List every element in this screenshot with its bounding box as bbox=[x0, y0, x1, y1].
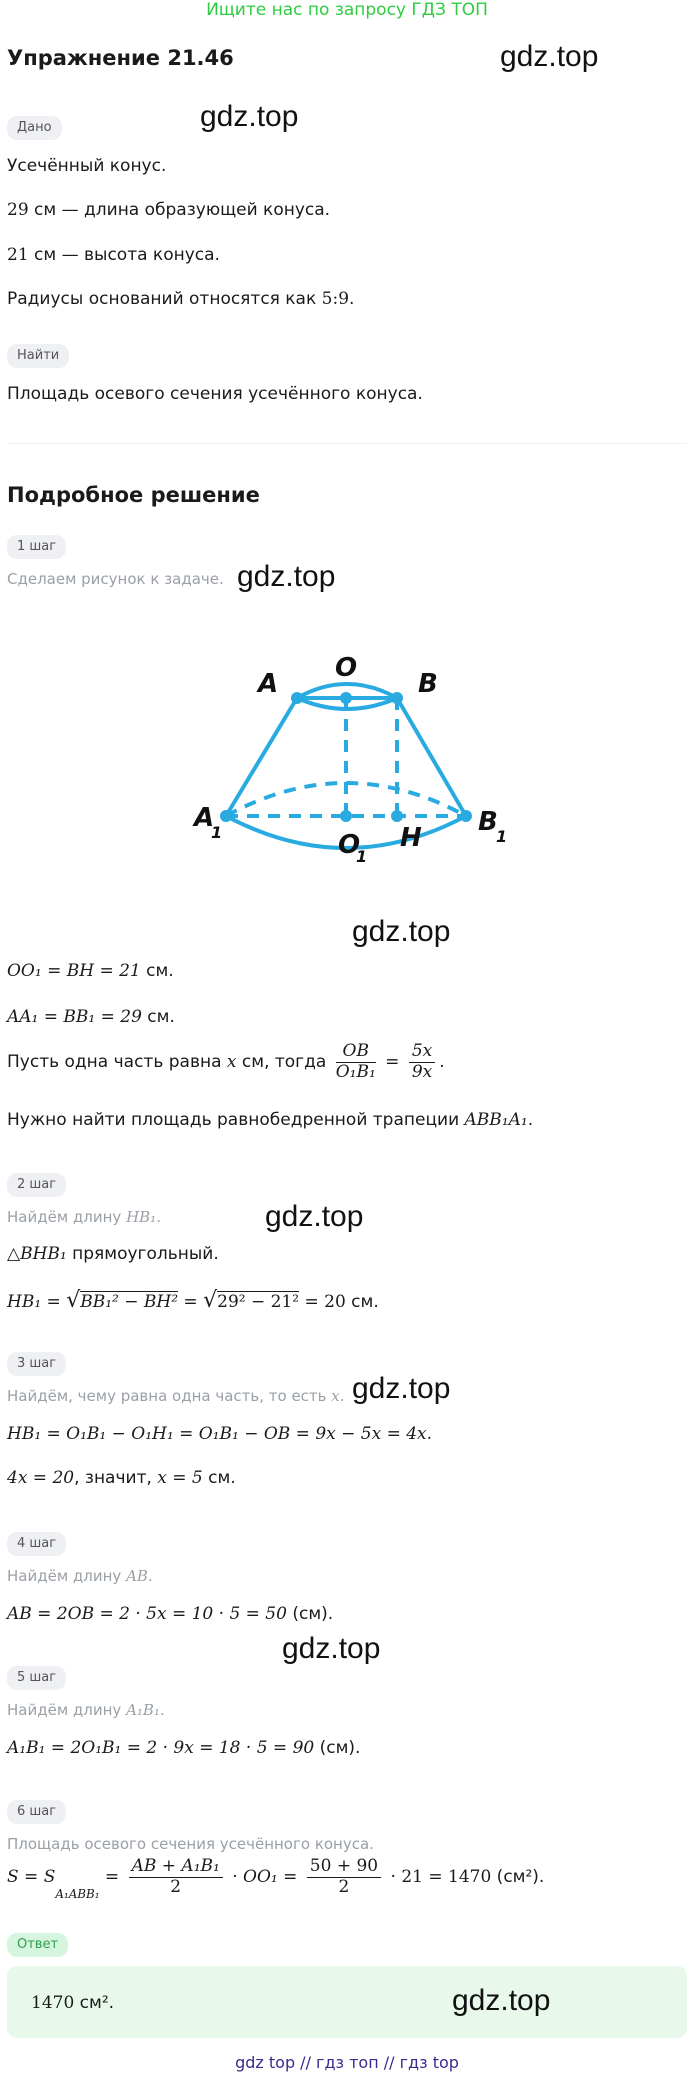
point-b bbox=[391, 692, 403, 704]
step-4-hint-end: . bbox=[147, 1567, 153, 1585]
given-height-text: см — высота конуса. bbox=[28, 245, 220, 265]
label-a1-sub: 1 bbox=[211, 823, 223, 842]
need-text: Нужно найти площадь равнобедренной трапеции bbox=[7, 1110, 465, 1130]
label-h: H bbox=[400, 823, 422, 853]
ratio-fraction-2 bbox=[409, 1042, 435, 1082]
answer-badge: Ответ bbox=[7, 1933, 68, 1957]
step-2-radicand-1: BB₁² − BH² bbox=[80, 1292, 179, 1312]
given-ratio-end: . bbox=[349, 289, 355, 309]
answer-number: 1470 bbox=[31, 1993, 75, 2013]
given-length-text: см — длина образующей конуса. bbox=[28, 200, 331, 220]
watermark: gdz.top bbox=[352, 1372, 451, 1405]
f1-den: 2 bbox=[170, 1876, 182, 1897]
point-a bbox=[291, 692, 303, 704]
frac2-num: 5x bbox=[409, 1042, 435, 1063]
find-badge: Найти bbox=[7, 344, 69, 368]
step-2-eq: HB₁ = √BB₁² − BH² = √29² − 21² = 20 см. bbox=[7, 1288, 379, 1313]
given-badge: Дано bbox=[7, 116, 62, 140]
frac1-num: OB bbox=[336, 1042, 376, 1063]
given-length: 29 bbox=[7, 200, 29, 220]
label-o: O bbox=[335, 653, 358, 683]
step-3-eq2-a: 4x = 20 bbox=[7, 1468, 75, 1488]
label-a1: A bbox=[194, 803, 215, 833]
step-1-eq-1 bbox=[7, 961, 174, 981]
watermark: gdz.top bbox=[282, 1632, 381, 1665]
find-text: Площадь осевого сечения усечённого конуса. bbox=[7, 384, 423, 404]
label-a: A bbox=[258, 669, 279, 699]
step-3-eq: HB₁ = O₁B₁ − O₁H₁ = O₁B₁ − OB = 9x − 5x = 4x. bbox=[7, 1424, 433, 1444]
step-1-eq-2 bbox=[7, 1007, 175, 1027]
given-line-2 bbox=[7, 200, 330, 220]
step-2-hint-text: Найдём длину bbox=[7, 1208, 127, 1226]
label-b: B bbox=[418, 669, 438, 699]
point-b1 bbox=[460, 810, 472, 822]
step-5-hint-end: . bbox=[159, 1701, 165, 1719]
given-height: 21 bbox=[7, 245, 29, 265]
footer-links[interactable]: gdz top // гдз топ // гдз top bbox=[235, 2053, 459, 2072]
eq-aa1-unit: см. bbox=[141, 1007, 175, 1027]
area-fraction-2 bbox=[307, 1857, 381, 1897]
given-ratio-text: Радиусы оснований относятся как bbox=[7, 289, 322, 309]
step-3-eq2-d: см. bbox=[202, 1468, 236, 1488]
frustum-figure bbox=[180, 640, 520, 880]
label-o1: O bbox=[338, 830, 361, 860]
need-trapezoid: ABB₁A₁ bbox=[464, 1110, 528, 1130]
step-2-hint bbox=[7, 1208, 161, 1226]
watermark: gdz.top bbox=[200, 100, 299, 133]
answer-unit: см². bbox=[74, 1993, 115, 2013]
step-2-hint-var: HB₁ bbox=[126, 1208, 157, 1226]
page-title: Упражнение 21.46 bbox=[7, 46, 234, 70]
step-4-hint bbox=[7, 1567, 153, 1585]
point-o1 bbox=[340, 810, 352, 822]
step-3-hint-var: x bbox=[331, 1387, 340, 1405]
step-1-need-line bbox=[7, 1110, 533, 1130]
given-line-1: Усечённый конус. bbox=[7, 156, 167, 176]
step-5-hint-text: Найдём длину bbox=[7, 1701, 127, 1719]
label-b1: B bbox=[478, 807, 498, 837]
step-5-hint bbox=[7, 1701, 165, 1719]
point-o bbox=[340, 692, 352, 704]
eq-oo1: OO₁ = BH = 21 bbox=[7, 961, 141, 981]
step-5-eq-unit: (см). bbox=[314, 1738, 361, 1758]
step-4-hint-text: Найдём длину bbox=[7, 1567, 127, 1585]
promo-banner[interactable]: Ищите нас по запросу ГДЗ ТОП bbox=[206, 0, 488, 20]
step-6-lhs-sub: A₁ABB₁ bbox=[55, 1887, 100, 1902]
step-6-unit: (см²). bbox=[491, 1867, 545, 1888]
step-4-eq bbox=[7, 1604, 333, 1624]
step-1-badge: 1 шаг bbox=[7, 535, 66, 559]
f2-den: 2 bbox=[338, 1876, 350, 1897]
step-2-eq-lhs: HB₁ = bbox=[7, 1292, 67, 1312]
step-3-eq-2 bbox=[7, 1468, 236, 1488]
watermark: gdz.top bbox=[265, 1200, 364, 1233]
step-5-eq-expr: A₁B₁ = 2O₁B₁ = 2 · 9x = 18 · 5 = 90 bbox=[7, 1738, 315, 1758]
solution-heading: Подробное решение bbox=[7, 483, 260, 507]
step-6-badge: 6 шаг bbox=[7, 1800, 66, 1824]
step-1-part-line: Пусть одна часть равна x см, тогда $\frac{OB}{\text{O₁B₁}}$ = $\frac{5x}{9x}$ . bbox=[7, 1041, 445, 1082]
step-5-badge: 5 шаг bbox=[7, 1666, 66, 1690]
watermark: gdz.top bbox=[237, 560, 336, 593]
step-6-eq-sign: = bbox=[99, 1867, 125, 1888]
given-line-3 bbox=[7, 245, 220, 265]
step-2-eq-unit: см. bbox=[345, 1292, 379, 1312]
given-line-4 bbox=[7, 289, 354, 309]
step-3-hint-text: Найдём, чему равна одна часть, то есть bbox=[7, 1387, 332, 1405]
step-3-eq2-b: , значит, bbox=[74, 1468, 158, 1488]
ratio-fraction-1 bbox=[336, 1042, 376, 1082]
label-o1-sub: 1 bbox=[356, 847, 368, 866]
step-1-hint: Сделаем рисунок к задаче. bbox=[7, 570, 224, 588]
step-3-eq2-c: x = 5 bbox=[157, 1468, 203, 1488]
step-3-hint-end: . bbox=[339, 1387, 345, 1405]
step-6-hint: Площадь осевого сечения усечённого конуса. bbox=[7, 1835, 374, 1853]
step-6-tail: · 21 = 1470 bbox=[385, 1867, 492, 1888]
answer-value bbox=[31, 1993, 114, 2013]
step-4-hint-var: AB bbox=[126, 1567, 148, 1585]
f1-num: AB + A₁B₁ bbox=[129, 1857, 223, 1878]
watermark: gdz.top bbox=[452, 1984, 551, 2017]
step-3-badge: 3 шаг bbox=[7, 1352, 66, 1376]
step-2-radicand-2: 29² − 21² bbox=[217, 1292, 300, 1312]
given-ratio: 5:9 bbox=[321, 289, 350, 309]
step-2-hint-end: . bbox=[156, 1208, 161, 1226]
point-h bbox=[391, 810, 403, 822]
part-text-a: Пусть одна часть равна bbox=[7, 1052, 227, 1073]
step-3-hint bbox=[7, 1387, 345, 1405]
label-b1-sub: 1 bbox=[496, 827, 508, 846]
divider bbox=[7, 443, 687, 444]
eq-aa1: AA₁ = BB₁ = 29 bbox=[7, 1007, 142, 1027]
step-6-lhs: S = S bbox=[7, 1867, 56, 1888]
part-x: x bbox=[226, 1052, 237, 1073]
triangle-name: △BHB₁ bbox=[7, 1244, 67, 1264]
step-4-eq-unit: (см). bbox=[286, 1604, 334, 1624]
step-2-triangle bbox=[7, 1244, 219, 1264]
step-2-badge: 2 шаг bbox=[7, 1173, 66, 1197]
eq-oo1-unit: см. bbox=[140, 961, 174, 981]
f2-num: 50 + 90 bbox=[307, 1857, 381, 1878]
point-a1 bbox=[220, 810, 232, 822]
watermark: gdz.top bbox=[352, 915, 451, 948]
step-4-badge: 4 шаг bbox=[7, 1532, 66, 1556]
step-2-eq-result: = 20 bbox=[299, 1292, 346, 1312]
watermark: gdz.top bbox=[500, 40, 599, 73]
area-fraction-1 bbox=[129, 1857, 223, 1897]
step-5-hint-var: A₁B₁ bbox=[126, 1701, 160, 1719]
frac2-den: 9x bbox=[411, 1061, 433, 1082]
step-6-eq bbox=[7, 1857, 544, 1901]
step-2-eq-mid: = bbox=[178, 1292, 204, 1312]
frac1-den: O₁B₁ bbox=[335, 1061, 376, 1082]
triangle-text: прямоугольный. bbox=[66, 1244, 219, 1264]
part-text-b: см, тогда bbox=[236, 1052, 332, 1073]
step-4-eq-expr: AB = 2OB = 2 · 5x = 10 · 5 = 50 bbox=[7, 1604, 287, 1624]
step-6-mid: · OO₁ = bbox=[226, 1867, 303, 1888]
step-5-eq bbox=[7, 1738, 360, 1758]
need-end: . bbox=[527, 1110, 534, 1130]
